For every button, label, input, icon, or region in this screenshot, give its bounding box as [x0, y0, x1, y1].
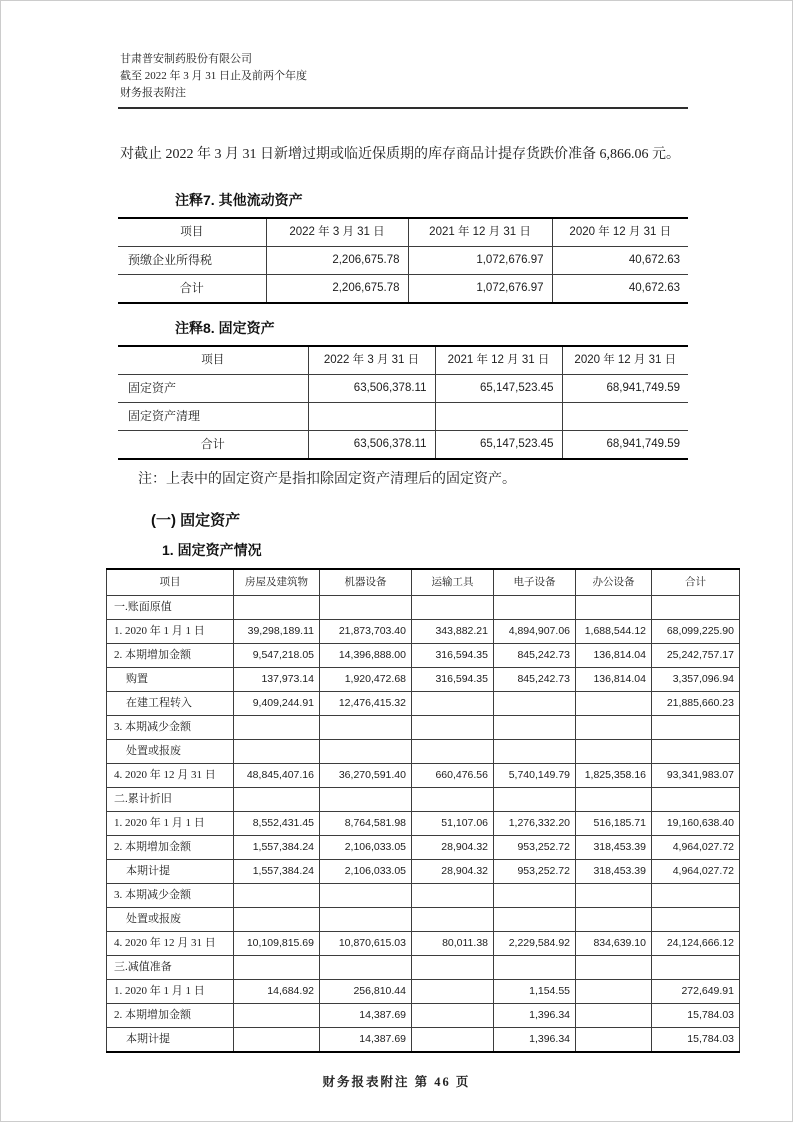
cell-value: 318,453.39 — [576, 836, 652, 860]
cell-value: 51,107.06 — [412, 812, 494, 836]
row-label: 1. 2020 年 1 月 1 日 — [107, 812, 234, 836]
row-label: 1. 2020 年 1 月 1 日 — [107, 620, 234, 644]
row-label: 二.累计折旧 — [107, 788, 234, 812]
cell-value — [576, 908, 652, 932]
cell-value: 1,396.34 — [494, 1004, 576, 1028]
cell-value: 10,109,815.69 — [234, 932, 320, 956]
cell-value: 25,242,757.17 — [652, 644, 740, 668]
cell-value — [494, 692, 576, 716]
table-row — [107, 956, 740, 980]
cell-value: 845,242.73 — [494, 644, 576, 668]
note8-table — [118, 345, 688, 460]
cell-value: 516,185.71 — [576, 812, 652, 836]
row-label: 三.减值准备 — [107, 956, 234, 980]
cell-value: 9,409,244.91 — [234, 692, 320, 716]
cell-value — [494, 956, 576, 980]
column-header: 项目 — [118, 346, 308, 375]
cell-value: 953,252.72 — [494, 860, 576, 884]
cell-value — [412, 1004, 494, 1028]
note7-heading: 注释7. 其他流动资产 — [175, 192, 303, 208]
table-row — [118, 403, 688, 431]
header-divider — [118, 107, 688, 109]
cell-value — [494, 884, 576, 908]
row-label: 购置 — [107, 668, 234, 692]
cell-value: 14,396,888.00 — [320, 644, 412, 668]
header-line-doc-title: 财务报表附注 — [120, 87, 186, 99]
cell-value: 14,387.69 — [320, 1004, 412, 1028]
cell-value: 1,396.34 — [494, 1028, 576, 1053]
row-label: 本期计提 — [107, 860, 234, 884]
cell-value: 2,206,675.78 — [266, 247, 408, 275]
cell-value: 65,147,523.45 — [435, 431, 562, 460]
cell-value — [494, 740, 576, 764]
cell-value: 2,106,033.05 — [320, 836, 412, 860]
cell-value: 3,357,096.94 — [652, 668, 740, 692]
cell-value: 12,476,415.32 — [320, 692, 412, 716]
cell-value: 845,242.73 — [494, 668, 576, 692]
cell-value — [576, 980, 652, 1004]
cell-value — [494, 788, 576, 812]
column-header: 机器设备 — [320, 569, 412, 596]
row-label: 4. 2020 年 12 月 31 日 — [107, 932, 234, 956]
column-header: 项目 — [107, 569, 234, 596]
cell-value: 80,011.38 — [412, 932, 494, 956]
cell-value: 28,904.32 — [412, 860, 494, 884]
cell-value: 10,870,615.03 — [320, 932, 412, 956]
cell-value — [652, 596, 740, 620]
table-row — [107, 788, 740, 812]
cell-value: 40,672.63 — [552, 247, 688, 275]
row-label: 固定资产 — [118, 375, 308, 403]
row-label: 一.账面原值 — [107, 596, 234, 620]
cell-value — [320, 716, 412, 740]
cell-value: 1,276,332.20 — [494, 812, 576, 836]
cell-value — [234, 1004, 320, 1028]
cell-value: 318,453.39 — [576, 860, 652, 884]
cell-value: 1,920,472.68 — [320, 668, 412, 692]
cell-value — [234, 788, 320, 812]
table-row — [107, 692, 740, 716]
table-row — [107, 836, 740, 860]
note7-table — [118, 217, 688, 304]
cell-value: 14,684.92 — [234, 980, 320, 1004]
cell-value: 2,206,675.78 — [266, 275, 408, 304]
cell-value — [320, 740, 412, 764]
page-footer: 财务报表附注 第 46 页 — [322, 1075, 471, 1089]
note8-heading: 注释8. 固定资产 — [175, 320, 275, 336]
cell-value: 28,904.32 — [412, 836, 494, 860]
cell-value: 1,688,544.12 — [576, 620, 652, 644]
cell-value — [412, 956, 494, 980]
cell-value: 953,252.72 — [494, 836, 576, 860]
column-header: 2022 年 3 月 31 日 — [308, 346, 435, 375]
cell-value — [412, 692, 494, 716]
cell-value — [412, 980, 494, 1004]
cell-value: 19,160,638.40 — [652, 812, 740, 836]
row-label: 2. 本期增加金额 — [107, 644, 234, 668]
cell-value: 1,825,358.16 — [576, 764, 652, 788]
cell-value — [494, 716, 576, 740]
cell-value — [576, 956, 652, 980]
cell-value — [576, 884, 652, 908]
cell-value: 137,973.14 — [234, 668, 320, 692]
row-label: 3. 本期减少金额 — [107, 716, 234, 740]
table-row — [107, 644, 740, 668]
cell-value: 24,124,666.12 — [652, 932, 740, 956]
cell-value — [234, 884, 320, 908]
column-header: 办公设备 — [576, 569, 652, 596]
cell-value: 63,506,378.11 — [308, 431, 435, 460]
cell-value: 21,885,660.23 — [652, 692, 740, 716]
row-label: 在建工程转入 — [107, 692, 234, 716]
table-row — [118, 375, 688, 403]
cell-value — [320, 788, 412, 812]
cell-value: 272,649.91 — [652, 980, 740, 1004]
cell-value — [320, 956, 412, 980]
table-row — [107, 668, 740, 692]
cell-value: 1,072,676.97 — [408, 275, 552, 304]
intro-paragraph: 对截止 2022 年 3 月 31 日新增过期或临近保质期的库存商品计提存货跌价准备 6,866.06 元。 — [120, 147, 680, 162]
cell-value — [412, 596, 494, 620]
row-label: 2. 本期增加金额 — [107, 1004, 234, 1028]
fixed-assets-table — [106, 568, 740, 1053]
cell-value: 343,882.21 — [412, 620, 494, 644]
table-row — [107, 764, 740, 788]
cell-value: 2,229,584.92 — [494, 932, 576, 956]
table-row — [107, 908, 740, 932]
table-row — [107, 740, 740, 764]
column-header: 2020 年 12 月 31 日 — [562, 346, 688, 375]
cell-value — [234, 596, 320, 620]
cell-value: 39,298,189.11 — [234, 620, 320, 644]
cell-value — [576, 740, 652, 764]
cell-value: 68,099,225.90 — [652, 620, 740, 644]
table-row — [107, 1028, 740, 1053]
table-row — [107, 1004, 740, 1028]
column-header: 2022 年 3 月 31 日 — [266, 218, 408, 247]
table-row — [107, 596, 740, 620]
subsection-heading-fa-situation: 1. 固定资产情况 — [162, 542, 262, 558]
row-label: 3. 本期减少金额 — [107, 884, 234, 908]
table-row — [118, 431, 688, 460]
cell-value — [652, 788, 740, 812]
cell-value: 316,594.35 — [412, 668, 494, 692]
cell-value — [308, 403, 435, 431]
cell-value: 15,784.03 — [652, 1004, 740, 1028]
cell-value: 1,557,384.24 — [234, 836, 320, 860]
table-row — [107, 812, 740, 836]
header-row — [118, 218, 688, 247]
cell-value: 21,873,703.40 — [320, 620, 412, 644]
cell-value — [234, 716, 320, 740]
cell-value — [494, 596, 576, 620]
column-header: 2021 年 12 月 31 日 — [435, 346, 562, 375]
table-row — [118, 275, 688, 304]
column-header: 2021 年 12 月 31 日 — [408, 218, 552, 247]
cell-value: 4,964,027.72 — [652, 836, 740, 860]
header-row — [118, 346, 688, 375]
cell-value — [494, 908, 576, 932]
cell-value: 8,764,581.98 — [320, 812, 412, 836]
cell-value — [412, 740, 494, 764]
cell-value: 48,845,407.16 — [234, 764, 320, 788]
table-row — [107, 884, 740, 908]
cell-value — [320, 596, 412, 620]
cell-value — [576, 596, 652, 620]
row-label: 本期计提 — [107, 1028, 234, 1053]
cell-value — [412, 788, 494, 812]
column-header: 项目 — [118, 218, 266, 247]
cell-value — [576, 692, 652, 716]
cell-value — [320, 884, 412, 908]
cell-value — [576, 716, 652, 740]
table-row — [118, 247, 688, 275]
cell-value — [652, 716, 740, 740]
row-label: 预缴企业所得税 — [118, 247, 266, 275]
cell-value — [652, 884, 740, 908]
header-line-period: 截至 2022 年 3 月 31 日止及前两个年度 — [120, 70, 307, 82]
cell-value: 256,810.44 — [320, 980, 412, 1004]
cell-value — [576, 1028, 652, 1053]
row-label: 合计 — [118, 431, 308, 460]
cell-value: 660,476.56 — [412, 764, 494, 788]
cell-value: 136,814.04 — [576, 668, 652, 692]
cell-value: 4,964,027.72 — [652, 860, 740, 884]
table-row — [107, 620, 740, 644]
cell-value: 63,506,378.11 — [308, 375, 435, 403]
cell-value — [412, 908, 494, 932]
table-row — [107, 932, 740, 956]
column-header: 房屋及建筑物 — [234, 569, 320, 596]
cell-value: 2,106,033.05 — [320, 860, 412, 884]
cell-value: 40,672.63 — [552, 275, 688, 304]
cell-value: 136,814.04 — [576, 644, 652, 668]
cell-value — [435, 403, 562, 431]
cell-value — [234, 908, 320, 932]
cell-value: 9,547,218.05 — [234, 644, 320, 668]
table-row — [107, 716, 740, 740]
cell-value — [234, 740, 320, 764]
cell-value — [412, 1028, 494, 1053]
row-label: 1. 2020 年 1 月 1 日 — [107, 980, 234, 1004]
header-row — [107, 569, 740, 596]
cell-value: 68,941,749.59 — [562, 431, 688, 460]
row-label: 处置或报废 — [107, 740, 234, 764]
table-row — [107, 860, 740, 884]
cell-value: 36,270,591.40 — [320, 764, 412, 788]
header-line-company: 甘肃普安制药股份有限公司 — [120, 53, 252, 65]
cell-value: 1,154.55 — [494, 980, 576, 1004]
cell-value: 15,784.03 — [652, 1028, 740, 1053]
cell-value: 1,072,676.97 — [408, 247, 552, 275]
section-heading-fixed-assets: (一) 固定资产 — [151, 512, 241, 529]
page-header — [120, 51, 792, 102]
cell-value — [412, 716, 494, 740]
cell-value — [576, 1004, 652, 1028]
cell-value — [320, 908, 412, 932]
cell-value: 5,740,149.79 — [494, 764, 576, 788]
cell-value: 4,894,907.06 — [494, 620, 576, 644]
row-label: 4. 2020 年 12 月 31 日 — [107, 764, 234, 788]
cell-value: 14,387.69 — [320, 1028, 412, 1053]
cell-value: 8,552,431.45 — [234, 812, 320, 836]
cell-value — [562, 403, 688, 431]
cell-value: 316,594.35 — [412, 644, 494, 668]
table-row — [107, 980, 740, 1004]
cell-value: 93,341,983.07 — [652, 764, 740, 788]
cell-value — [652, 908, 740, 932]
cell-value: 1,557,384.24 — [234, 860, 320, 884]
cell-value — [576, 788, 652, 812]
column-header: 运输工具 — [412, 569, 494, 596]
cell-value — [652, 956, 740, 980]
cell-value: 834,639.10 — [576, 932, 652, 956]
table-footnote: 注：上表中的固定资产是指扣除固定资产清理后的固定资产。 — [138, 472, 516, 487]
cell-value — [412, 884, 494, 908]
column-header: 电子设备 — [494, 569, 576, 596]
cell-value — [234, 1028, 320, 1053]
cell-value: 68,941,749.59 — [562, 375, 688, 403]
row-label: 处置或报废 — [107, 908, 234, 932]
column-header: 2020 年 12 月 31 日 — [552, 218, 688, 247]
cell-value — [652, 740, 740, 764]
column-header: 合计 — [652, 569, 740, 596]
row-label: 2. 本期增加金额 — [107, 836, 234, 860]
cell-value: 65,147,523.45 — [435, 375, 562, 403]
cell-value — [234, 956, 320, 980]
row-label: 合计 — [118, 275, 266, 304]
row-label: 固定资产清理 — [118, 403, 308, 431]
